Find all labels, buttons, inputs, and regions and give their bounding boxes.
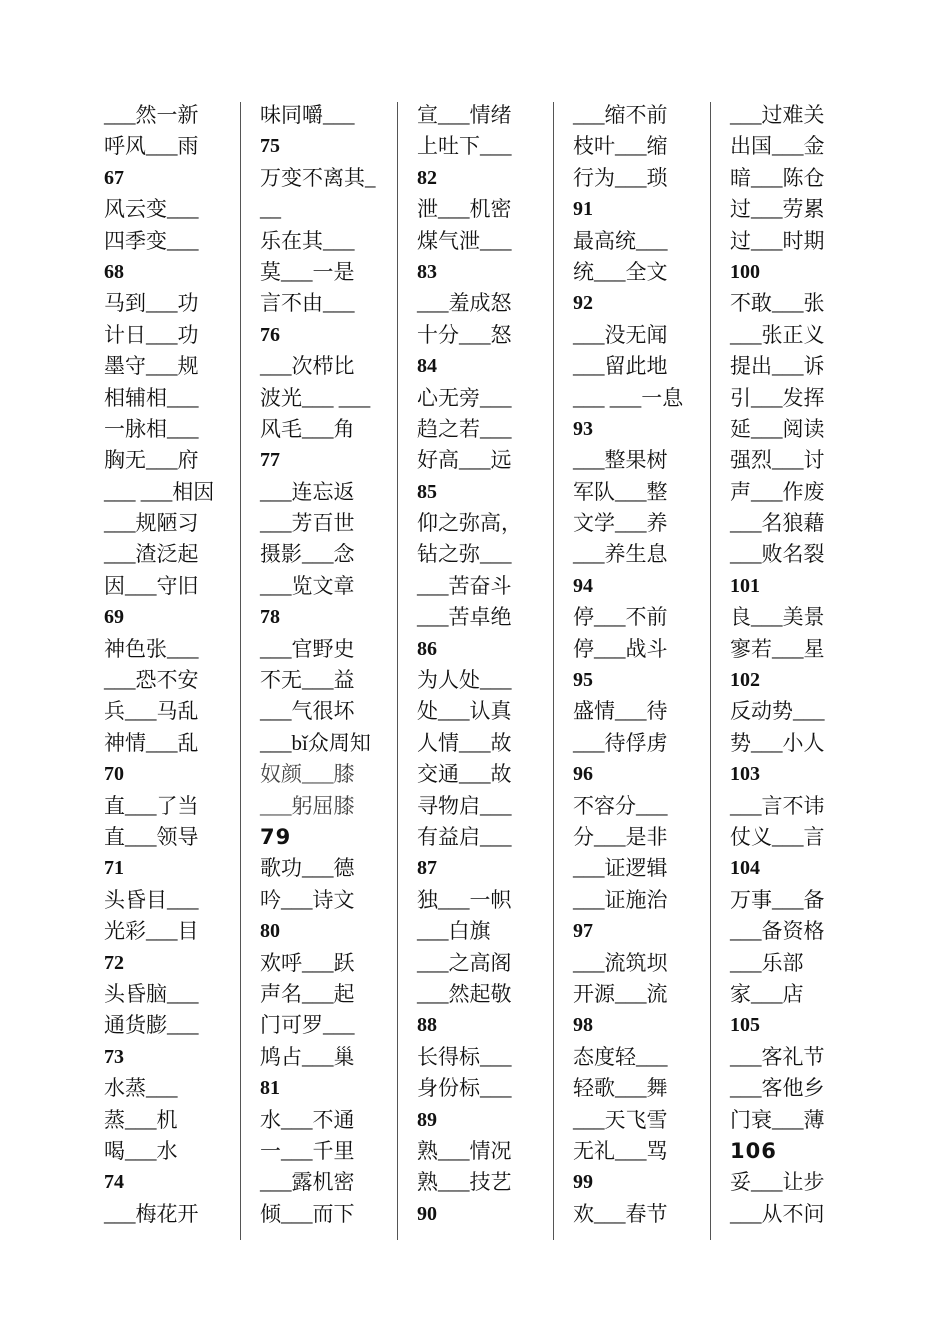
fill-blank-item: 反动势___ bbox=[730, 699, 825, 724]
fill-blank-item: 趋之若___ bbox=[417, 416, 512, 441]
question-number: 89 bbox=[417, 1108, 437, 1131]
fill-blank-item: 长得标___ bbox=[417, 1044, 512, 1069]
question-number: 71 bbox=[104, 857, 124, 880]
fill-blank-item: 门衰___薄 bbox=[730, 1107, 825, 1132]
fill-blank-item: ___览文章 bbox=[260, 573, 355, 598]
fill-blank-item: 仰之弥高， bbox=[417, 511, 522, 536]
fill-blank-item: 万事___备 bbox=[730, 887, 825, 912]
column-5 bbox=[730, 100, 825, 1240]
question-number: 72 bbox=[104, 951, 124, 974]
question-number: 84 bbox=[417, 355, 437, 378]
fill-blank-item: 势___小人 bbox=[730, 730, 825, 755]
fill-blank-item: ___从不问 bbox=[730, 1201, 825, 1226]
fill-blank-item: 不容分___ bbox=[573, 793, 668, 818]
fill-blank-item: ___恐不安 bbox=[104, 668, 199, 693]
fill-blank-item: 墨守___规 bbox=[104, 354, 199, 379]
fill-blank-item: 奴颜___膝 bbox=[260, 762, 355, 787]
question-number: 85 bbox=[417, 480, 437, 503]
fill-blank-item: 神情___乱 bbox=[104, 730, 199, 755]
fill-blank-item: 欢___春节 bbox=[573, 1201, 668, 1226]
fill-blank-item: 过___劳累 bbox=[730, 197, 825, 222]
fill-blank-item: 心无旁___ bbox=[417, 385, 512, 410]
fill-blank-item: 计日___功 bbox=[104, 322, 199, 347]
fill-blank-item: 上吐下___ bbox=[417, 134, 512, 159]
fill-blank-item: 光彩___目 bbox=[104, 919, 199, 944]
fill-blank-item: ___苦奋斗 bbox=[417, 573, 512, 598]
question-number: 88 bbox=[417, 1014, 437, 1037]
fill-blank-item: 胸无___府 bbox=[104, 448, 199, 473]
fill-blank-item: ___备资格 bbox=[730, 919, 825, 944]
fill-blank-item: 水蒸___ bbox=[104, 1076, 178, 1101]
fill-blank-item: ___然一新 bbox=[104, 103, 199, 127]
fill-blank-item: ___渣泛起 bbox=[104, 542, 199, 567]
question-number: 76 bbox=[260, 323, 280, 346]
fill-blank-item: ___流筑坝 bbox=[573, 950, 668, 975]
fill-blank-item: 万变不离其_ bbox=[260, 165, 376, 190]
fill-blank-item: 不敢___张 bbox=[730, 291, 825, 316]
question-number: 79 bbox=[260, 824, 292, 849]
fill-blank-item: 乐在其___ bbox=[260, 228, 355, 253]
column-divider bbox=[240, 102, 241, 1240]
fill-blank-item: ___名狼藉 bbox=[730, 511, 825, 536]
question-number: 90 bbox=[417, 1202, 437, 1225]
fill-blank-item: 有益启___ bbox=[417, 824, 512, 849]
fill-blank-item: 门可罗___ bbox=[260, 1013, 355, 1038]
fill-blank-item: 味同嚼___ bbox=[260, 103, 355, 127]
question-number: 106 bbox=[730, 1138, 777, 1163]
fill-blank-item: ___证施治 bbox=[573, 887, 668, 912]
fill-blank-item: 良___美景 bbox=[730, 605, 825, 630]
fill-blank-item: 过___时期 bbox=[730, 228, 825, 253]
fill-blank-item: 莫___一是 bbox=[260, 259, 355, 284]
fill-blank-item: ___乐部 bbox=[730, 950, 804, 975]
fill-blank-item: 鸠占___巢 bbox=[260, 1044, 355, 1069]
fill-blank-item: 好高___远 bbox=[417, 448, 512, 473]
fill-blank-item: 摄影___念 bbox=[260, 542, 355, 567]
fill-blank-item: 头昏脑___ bbox=[104, 981, 199, 1006]
column-1 bbox=[104, 100, 214, 1240]
fill-blank-item: 提出___诉 bbox=[730, 354, 825, 379]
fill-blank-item: ___露机密 bbox=[260, 1170, 355, 1195]
fill-blank-item: ___张正义 bbox=[730, 322, 825, 347]
fill-blank-item: ___ ___一息 bbox=[573, 385, 684, 410]
fill-blank-item: 身份标___ bbox=[417, 1076, 512, 1101]
fill-blank-item: 最高统___ bbox=[573, 228, 668, 253]
fill-blank-item: 无礼___骂 bbox=[573, 1138, 668, 1163]
fill-blank-item: 波光___ ___ bbox=[260, 385, 371, 410]
question-number: 98 bbox=[573, 1014, 593, 1037]
question-number: 86 bbox=[417, 637, 437, 660]
fill-blank-item: 家___店 bbox=[730, 981, 804, 1006]
fill-blank-item: 因___守旧 bbox=[104, 573, 199, 598]
question-number: 82 bbox=[417, 166, 437, 189]
fill-blank-item: 寻物启___ bbox=[417, 793, 512, 818]
fill-blank-item: 歌功___德 bbox=[260, 856, 355, 881]
fill-blank-item: ___苦卓绝 bbox=[417, 605, 512, 630]
fill-blank-item: 分___是非 bbox=[573, 824, 668, 849]
question-number: 73 bbox=[104, 1045, 124, 1068]
column-divider bbox=[553, 102, 554, 1240]
fill-blank-item: 宣___情绪 bbox=[417, 103, 512, 127]
fill-blank-item: 人情___故 bbox=[417, 730, 512, 755]
fill-blank-item: ___败名裂 bbox=[730, 542, 825, 567]
column-divider bbox=[397, 102, 398, 1240]
fill-blank-item: 开源___流 bbox=[573, 981, 668, 1006]
fill-blank-item: 相辅相___ bbox=[104, 385, 199, 410]
fill-blank-item: 煤气泄___ bbox=[417, 228, 512, 253]
fill-blank-item: 引___发挥 bbox=[730, 385, 825, 410]
fill-blank-item: __ bbox=[260, 197, 281, 222]
fill-blank-item: 枝叶___缩 bbox=[573, 134, 668, 159]
fill-blank-item: 倾___而下 bbox=[260, 1201, 355, 1226]
question-number: 95 bbox=[573, 669, 593, 692]
fill-blank-item: 文学___养 bbox=[573, 511, 668, 536]
question-number: 81 bbox=[260, 1077, 280, 1100]
fill-blank-item: 统___全文 bbox=[573, 259, 668, 284]
question-number: 70 bbox=[104, 763, 124, 786]
fill-blank-item: 停___不前 bbox=[573, 605, 668, 630]
fill-blank-item: 出国___金 bbox=[730, 134, 825, 159]
fill-blank-item: 不无___益 bbox=[260, 668, 355, 693]
fill-blank-item: 仗义___言 bbox=[730, 824, 825, 849]
question-number: 75 bbox=[260, 135, 280, 158]
fill-blank-item: ___证逻辑 bbox=[573, 856, 668, 881]
fill-blank-item: ___过难关 bbox=[730, 103, 825, 127]
question-number: 97 bbox=[573, 920, 593, 943]
fill-blank-item: 为人处___ bbox=[417, 668, 512, 693]
fill-blank-item: ___天飞雪 bbox=[573, 1107, 668, 1132]
fill-blank-item: 神色张___ bbox=[104, 636, 199, 661]
fill-blank-item: ___待俘虏 bbox=[573, 730, 668, 755]
column-2 bbox=[260, 100, 376, 1240]
fill-blank-item: 欢呼___跃 bbox=[260, 950, 355, 975]
question-number: 93 bbox=[573, 417, 593, 440]
fill-blank-item: 熟___技艺 bbox=[417, 1170, 512, 1195]
fill-blank-item: 蒸___机 bbox=[104, 1107, 178, 1132]
fill-blank-item: ___bǐ众周知 bbox=[260, 730, 371, 755]
question-number: 103 bbox=[730, 763, 760, 786]
fill-blank-item: 停___战斗 bbox=[573, 636, 668, 661]
question-number: 67 bbox=[104, 166, 124, 189]
fill-blank-item: 马到___功 bbox=[104, 291, 199, 316]
fill-blank-item: 一脉相___ bbox=[104, 416, 199, 441]
question-number: 92 bbox=[573, 292, 593, 315]
fill-blank-item: ___规陋习 bbox=[104, 511, 199, 536]
fill-blank-item: ___然起敬 bbox=[417, 981, 512, 1006]
question-number: 80 bbox=[260, 920, 280, 943]
fill-blank-item: 通货膨___ bbox=[104, 1013, 199, 1038]
fill-blank-item: ___客礼节 bbox=[730, 1044, 825, 1069]
fill-blank-item: 延___阅读 bbox=[730, 416, 825, 441]
fill-blank-item: 四季变___ bbox=[104, 228, 199, 253]
fill-blank-item: 声名___起 bbox=[260, 981, 355, 1006]
question-number: 68 bbox=[104, 260, 124, 283]
fill-blank-item: ___客他乡 bbox=[730, 1076, 825, 1101]
fill-blank-item: 态度轻___ bbox=[573, 1044, 668, 1069]
fill-blank-item: 交通___故 bbox=[417, 762, 512, 787]
fill-blank-item: 独___一帜 bbox=[417, 887, 512, 912]
question-number: 74 bbox=[104, 1171, 124, 1194]
question-number: 100 bbox=[730, 260, 760, 283]
fill-blank-item: 声___作废 bbox=[730, 479, 825, 504]
fill-blank-item: 暗___陈仓 bbox=[730, 165, 825, 190]
fill-blank-item: ___之高阁 bbox=[417, 950, 512, 975]
question-number: 104 bbox=[730, 857, 760, 880]
fill-blank-item: ___连忘返 bbox=[260, 479, 355, 504]
fill-blank-item: ___养生息 bbox=[573, 542, 668, 567]
fill-blank-item: ___没无闻 bbox=[573, 322, 668, 347]
fill-blank-item: 直___了当 bbox=[104, 793, 199, 818]
fill-blank-item: ___次栉比 bbox=[260, 354, 355, 379]
question-number: 78 bbox=[260, 606, 280, 629]
column-divider bbox=[710, 102, 711, 1240]
fill-blank-item: ___气很坏 bbox=[260, 699, 355, 724]
question-number: 77 bbox=[260, 449, 280, 472]
fill-blank-item: 呼风___雨 bbox=[104, 134, 199, 159]
fill-blank-item: ___躬屈膝 bbox=[260, 793, 355, 818]
fill-blank-item: 强烈___讨 bbox=[730, 448, 825, 473]
question-number: 102 bbox=[730, 669, 760, 692]
fill-blank-item: 妥___让步 bbox=[730, 1170, 825, 1195]
question-number: 69 bbox=[104, 606, 124, 629]
fill-blank-item: 十分___怒 bbox=[417, 322, 512, 347]
question-number: 87 bbox=[417, 857, 437, 880]
fill-blank-item: 头昏目___ bbox=[104, 887, 199, 912]
column-3 bbox=[417, 100, 522, 1240]
fill-blank-item: 钻之弥___ bbox=[417, 542, 512, 567]
fill-blank-item: ___白旗 bbox=[417, 919, 491, 944]
question-number: 91 bbox=[573, 198, 593, 221]
fill-blank-item: ___整果树 bbox=[573, 448, 668, 473]
fill-blank-item: ___官野史 bbox=[260, 636, 355, 661]
fill-blank-item: 兵___马乱 bbox=[104, 699, 199, 724]
fill-blank-item: 轻歌___舞 bbox=[573, 1076, 668, 1101]
fill-blank-item: 军队___整 bbox=[573, 479, 668, 504]
fill-blank-item: 吟___诗文 bbox=[260, 887, 355, 912]
fill-blank-item: ___留此地 bbox=[573, 354, 668, 379]
fill-blank-item: 寥若___星 bbox=[730, 636, 825, 661]
question-number: 96 bbox=[573, 763, 593, 786]
fill-blank-item: 言不由___ bbox=[260, 291, 355, 316]
fill-blank-item: 熟___情况 bbox=[417, 1138, 512, 1163]
question-number: 94 bbox=[573, 574, 593, 597]
question-number: 101 bbox=[730, 574, 760, 597]
fill-blank-item: 风云变___ bbox=[104, 197, 199, 222]
question-number: 83 bbox=[417, 260, 437, 283]
fill-blank-item: ___言不讳 bbox=[730, 793, 825, 818]
fill-blank-item: ___ ___相因 bbox=[104, 479, 215, 504]
question-number: 105 bbox=[730, 1014, 760, 1037]
fill-blank-item: 喝___水 bbox=[104, 1138, 178, 1163]
fill-blank-item: ___缩不前 bbox=[573, 103, 668, 127]
fill-blank-item: 行为___琐 bbox=[573, 165, 668, 190]
fill-blank-item: 直___领导 bbox=[104, 824, 199, 849]
fill-blank-item: ___芳百世 bbox=[260, 511, 355, 536]
fill-blank-item: 一___千里 bbox=[260, 1138, 355, 1163]
question-number: 99 bbox=[573, 1171, 593, 1194]
column-4 bbox=[573, 100, 683, 1240]
fill-blank-item: ___羞成怒 bbox=[417, 291, 512, 316]
fill-blank-item: 处___认真 bbox=[417, 699, 512, 724]
fill-blank-item: ___梅花开 bbox=[104, 1201, 199, 1226]
fill-blank-item: 盛情___待 bbox=[573, 699, 668, 724]
fill-blank-item: 泄___机密 bbox=[417, 197, 512, 222]
fill-blank-item: 风毛___角 bbox=[260, 416, 355, 441]
fill-blank-item: 水___不通 bbox=[260, 1107, 355, 1132]
